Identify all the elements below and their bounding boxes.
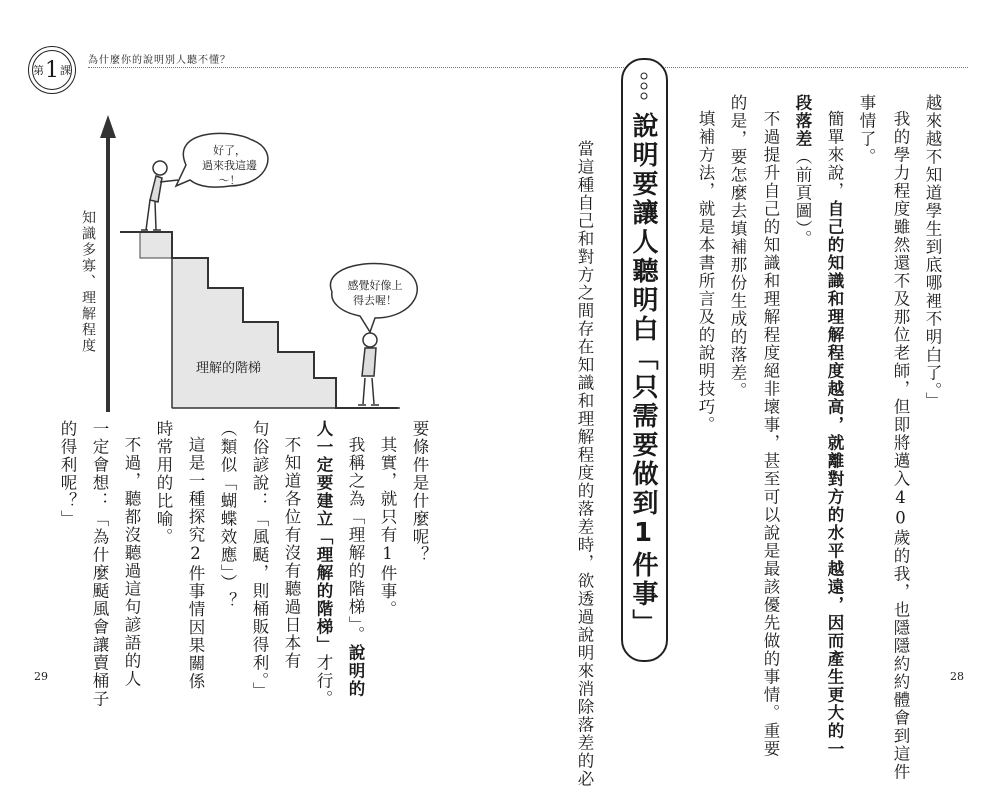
stairs-label: 理解的階梯 — [196, 361, 262, 376]
left-col-4 — [309, 420, 337, 708]
right-col-4 — [820, 110, 848, 758]
top-bubble-line-1: 好了， — [213, 144, 246, 157]
left-col-6: 句俗諺說：「風颳，則桶販得利。」 — [250, 420, 269, 700]
right-col-5b: （前頁圖）。 — [793, 148, 812, 248]
right-col-1: 越來越不知道學生到底哪裡不明白了。」 — [923, 94, 942, 410]
left-col-4b: 才行。 — [314, 654, 333, 708]
right-col-4b-emphasis: 自己的知識和理解程度越高，就離對方的水平越遠，因而產生更大的一 — [825, 200, 844, 758]
left-col-2: 其實，就只有1件事。 — [378, 436, 397, 619]
stairs-fill — [140, 232, 336, 408]
left-col-1: 要條件是什麼呢？ — [410, 420, 429, 564]
right-col-7: 的是，要怎麼去填補那份生成的落差。 — [728, 94, 747, 400]
right-col-4a: 簡單來說， — [825, 110, 844, 200]
right-col-5 — [788, 94, 816, 248]
left-col-3b-emphasis: 說明的 — [346, 643, 365, 698]
left-col-12: 的得利呢？」 — [58, 420, 77, 528]
page-number-left: 29 — [34, 670, 48, 683]
chapter-title: 為什麼你的說明別人聽不懂？ — [88, 55, 231, 66]
bottom-bubble-line-2: 得去喔！ — [353, 294, 397, 307]
top-bubble-text — [192, 143, 267, 188]
axis-arrow-head — [100, 115, 116, 138]
bottom-bubble-text — [335, 278, 415, 308]
lesson-suffix: 課 — [60, 64, 71, 77]
left-col-9: 時常用的比喻。 — [154, 420, 173, 546]
banner-dots-icon — [623, 66, 666, 106]
banner-title: 說明要讓人聽明白「只需要做到1件事」 — [628, 112, 658, 638]
lesson-prefix: 第 — [33, 64, 44, 77]
page-number-right: 28 — [950, 670, 964, 683]
left-col-7: （類似「蝴蝶效應」）？ — [218, 420, 237, 610]
teacher-figure — [141, 161, 178, 230]
right-col-5a-emphasis: 段落差 — [793, 94, 812, 148]
left-col-3a: 我稱之為「理解的階梯」。 — [346, 436, 365, 644]
axis-label: 知識多寡、理解程度 — [80, 210, 96, 354]
right-col-8: 填補方法，就是本書所言及的說明技巧。 — [696, 110, 715, 434]
right-col-3: 事情了。 — [857, 94, 876, 166]
left-col-3 — [341, 436, 369, 698]
right-col-9: 當這種自己和對方之間存在知識和理解程度的落差時，欲透過說明來消除落差的必 — [575, 140, 594, 788]
bottom-bubble-line-1: 感覺好像上 — [347, 279, 403, 292]
left-col-8: 這是一種探究2件事情因果關係 — [186, 436, 205, 691]
top-bubble-line-2: 過來我這邊～！ — [202, 159, 257, 187]
student-figure — [358, 333, 379, 405]
left-col-10: 不過，聽都沒聽過這句諺語的人 — [122, 436, 141, 688]
right-col-2: 我的學力程度雖然還不及那位老師，但即將邁入40歲的我，也隱隱約約體會到這件 — [891, 110, 910, 781]
right-col-6: 不過提升自己的知識和理解程度絕非壞事，甚至可以說是最該優先做的事情。重要 — [761, 110, 780, 758]
left-col-5: 不知道各位有沒有聽過日本有 — [282, 436, 301, 670]
left-col-11: 一定會想：「為什麼颳風會讓賣桶子 — [90, 420, 109, 708]
left-col-4a-emphasis: 人一定要建立「理解的階梯」 — [314, 420, 333, 654]
lesson-number: 1 — [45, 57, 59, 83]
